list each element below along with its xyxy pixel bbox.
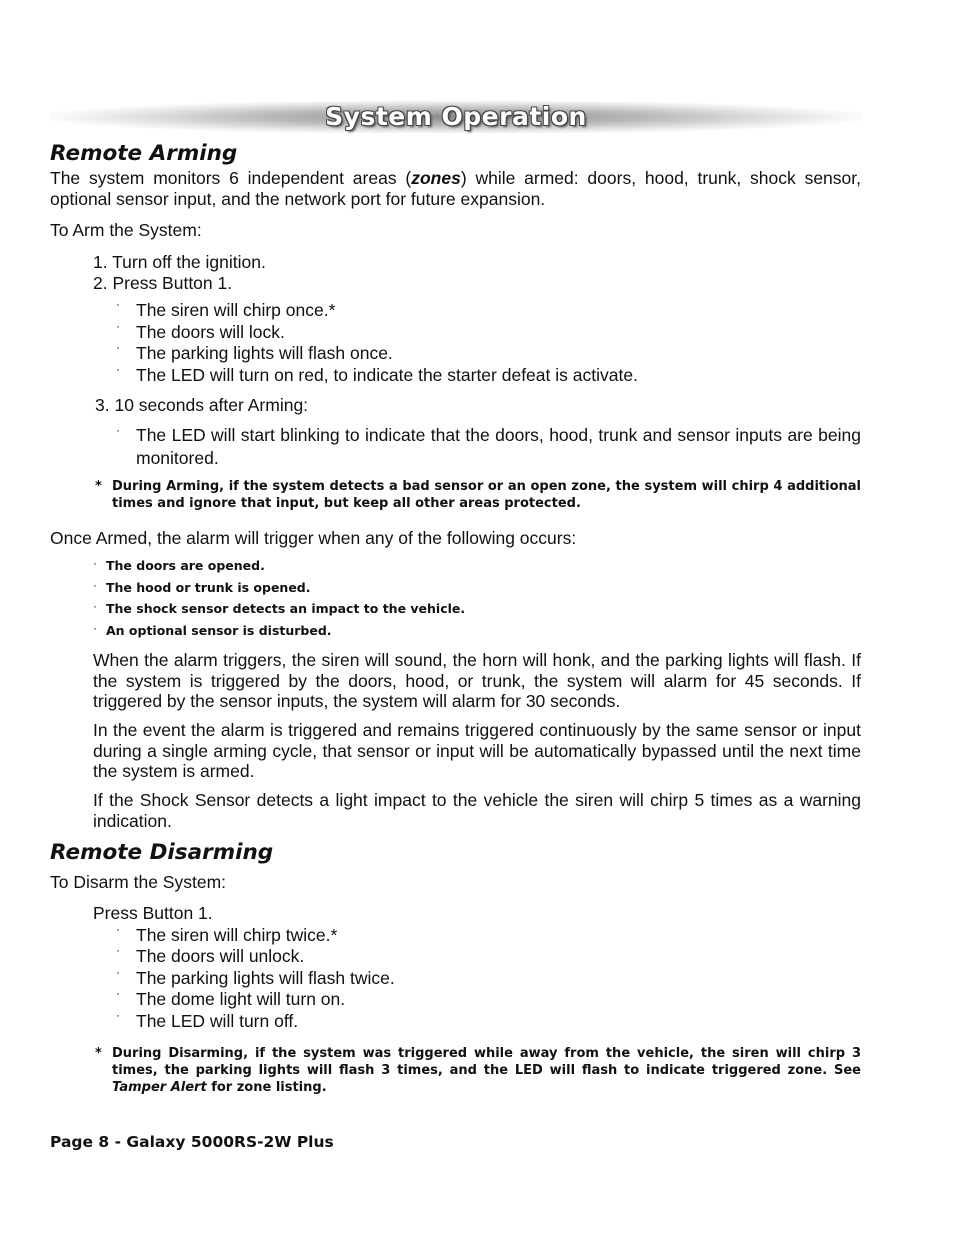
arm-step-3-bullet: The LED will start blinking to indicate that the doors, hood, trunk and sensor inputs are being monitored. [136, 425, 861, 468]
section-banner [50, 101, 862, 133]
bullet-icon: · [116, 965, 120, 979]
intro-text-before: The system monitors 6 independent areas ( [50, 168, 412, 188]
bullet-icon: · [116, 1008, 120, 1022]
bullet-icon: · [93, 556, 97, 570]
alarm-trigger-paragraph: When the alarm triggers, the siren will sound, the horn will honk, and the parking lights will flash. If the system is triggered by the doors, hood, or trunk, the system will alarm for 45 seconds. If triggered by the sensor inputs, the system will alarm for 30 seconds. [93, 650, 861, 711]
disarm-bullet: The siren will chirp twice.* [136, 925, 338, 945]
bypass-paragraph: In the event the alarm is triggered and remains triggered continuously by the same sensor or input during a single arming cycle, that sensor or input will be automatically bypassed until the next time the system is armed. [93, 720, 861, 781]
disarming-note [112, 1045, 861, 1096]
bullet-icon: · [116, 319, 120, 333]
bullet-icon: · [116, 922, 120, 936]
to-disarm-label: To Disarm the System: [50, 872, 227, 892]
page-footer: Page 8 - Galaxy 5000RS-2W Plus [50, 1133, 334, 1151]
arm-bullet: The siren will chirp once.* [136, 300, 336, 320]
disarm-bullet: The parking lights will flash twice. [136, 968, 395, 988]
armed-intro: Once Armed, the alarm will trigger when any of the following occurs: [50, 528, 577, 548]
bullet-icon: · [93, 578, 97, 592]
bullet-icon: · [116, 986, 120, 1000]
arm-step-1: 1. Turn off the ignition. [93, 252, 266, 272]
shock-sensor-paragraph: If the Shock Sensor detects a light impact to the vehicle the siren will chirp 5 times as a warning indication. [93, 790, 861, 831]
trigger-item: The shock sensor detects an impact to the vehicle. [106, 601, 466, 616]
disarm-bullet: The dome light will turn on. [136, 989, 346, 1009]
arm-bullet: The LED will turn on red, to indicate the starter defeat is activate. [136, 365, 638, 385]
bullet-icon: · [93, 599, 97, 613]
zones-emphasis: zones [411, 168, 461, 188]
bullet-icon: · [116, 943, 120, 957]
banner-title: System Operation [325, 102, 587, 131]
arm-bullet: The parking lights will flash once. [136, 343, 393, 363]
arming-note: During Arming, if the system detects a bad sensor or an open zone, the system will chirp 4 additional times and ignore that input, but keep all other areas protected. [112, 479, 861, 511]
bullet-icon: · [116, 340, 120, 354]
bullet-icon: · [93, 621, 97, 635]
disarm-press-button: Press Button 1. [93, 903, 213, 923]
trigger-item: The hood or trunk is opened. [106, 580, 311, 595]
trigger-item: An optional sensor is disturbed. [106, 623, 332, 638]
intro-text-after: ) while armed: doors, hood, trunk, shock sensor, optional sensor input, and the network port for future expansion. [50, 168, 861, 209]
arm-step-3: 3. 10 seconds after Arming: [95, 395, 309, 415]
arm-bullet: The doors will lock. [136, 322, 285, 342]
tamper-alert-reference: Tamper Alert [112, 1080, 207, 1095]
arming-note-asterisk: * [95, 479, 102, 494]
bullet-icon: · [116, 423, 120, 437]
bullet-icon: · [116, 362, 120, 376]
trigger-item: The doors are opened. [106, 558, 265, 573]
disarm-bullet: The doors will unlock. [136, 946, 305, 966]
disarm-bullet: The LED will turn off. [136, 1011, 299, 1031]
disarming-note-asterisk: * [95, 1046, 102, 1061]
disarm-note-after: for zone listing. [206, 1080, 327, 1095]
arming-intro-paragraph [50, 168, 861, 209]
arm-step-2: 2. Press Button 1. [93, 273, 233, 293]
to-arm-label: To Arm the System: [50, 220, 202, 240]
remote-disarming-heading: Remote Disarming [50, 840, 274, 865]
disarm-note-before: During Disarming, if the system was triggered while away from the vehicle, the siren will chirp 3 times, the parking lights will flash 3 times, and the LED will flash to indicate triggered zone. See [112, 1046, 861, 1078]
remote-arming-heading: Remote Arming [50, 141, 238, 166]
bullet-icon: · [116, 297, 120, 311]
